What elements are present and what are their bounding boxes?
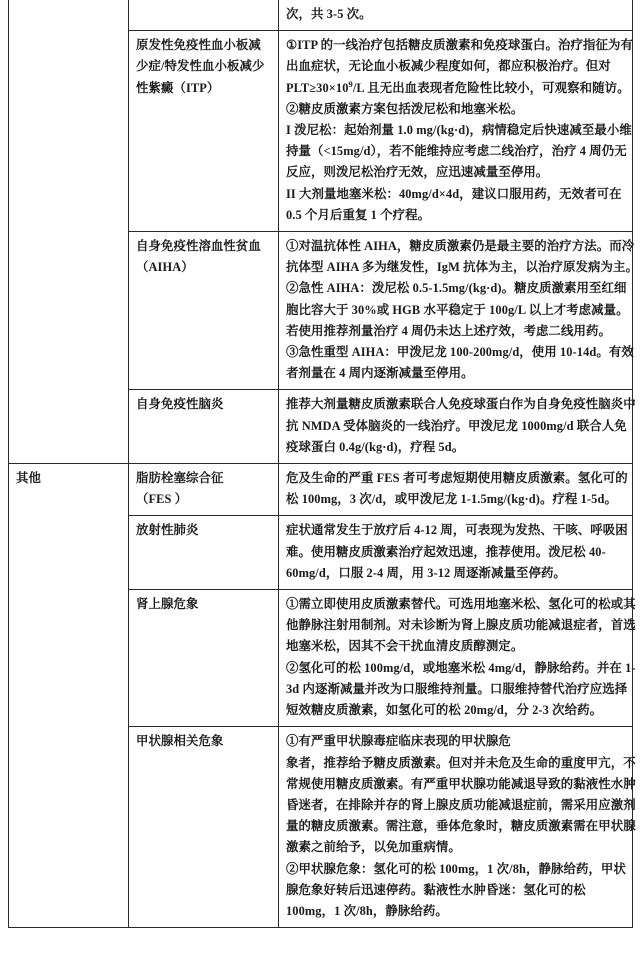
text-line: 者剂量在 4 周内逐渐减量至停用。	[286, 366, 474, 381]
text-line: ①对温抗体性 AIHA，糖皮质激素仍是最主要的治疗方法。而冷	[286, 239, 635, 254]
subject-line: 放射性肺炎	[136, 523, 199, 538]
subject-line: （AIHA）	[136, 260, 194, 275]
subject-line: 性紫癜（ITP）	[136, 80, 220, 95]
subject-cell-adrenal-crisis	[129, 590, 279, 727]
subject-line: 原发性免疫性血小板减	[136, 38, 261, 53]
subject-line: 甲状腺相关危象	[136, 734, 224, 749]
text-line: 0.5 个月后重复 1 个疗程。	[286, 207, 431, 222]
subject-line: 少症/特发性血小板减少	[136, 59, 265, 74]
text-line: 症状通常发生于放疗后 4-12 周，可表现为发热、干咳、呼吸困	[286, 523, 628, 538]
subject-cell-blank	[129, 0, 279, 31]
text-line: 抗体型 AIHA 多为继发性，IgM 抗体为主，以治疗原发病为主。	[286, 260, 638, 275]
text-line: 昏迷者，在排除并存的肾上腺皮质功能减退症前，需采用应激剂	[286, 797, 636, 812]
category-cell-other	[9, 464, 129, 928]
table-body	[9, 0, 638, 928]
subject-cell-aiha	[129, 232, 279, 390]
content-cell-itp	[279, 31, 633, 232]
content-cell-adrenal-crisis	[279, 590, 636, 727]
subject-line: （FES ）	[136, 492, 188, 507]
text-line: 量的糖皮质激素。需注意，垂体危象时，糖皮质激素需在甲状腺	[286, 819, 636, 834]
text-line: ①ITP 的一线治疗包括糖皮质激素和免疫球蛋白。治疗指征为有	[286, 38, 633, 53]
subject-cell-thyroid-crisis	[129, 727, 279, 928]
subject-cell-radiation-pneumonitis	[129, 516, 279, 590]
content-cell-autoimmune-encephalitis	[279, 390, 636, 464]
subject-cell-fes	[129, 464, 279, 516]
text-line: 常规使用糖皮质激素。有严重甲状腺功能减退导致的黏液性水肿	[286, 776, 636, 791]
text-line: 象者，推荐给予糖皮质激素。但对并未危及生命的重度甲亢，不	[286, 755, 636, 770]
text-line: ②氢化可的松 100mg/d，或地塞米松 4mg/d，静脉给药。并在 1-	[286, 660, 636, 675]
text-line: ②甲状腺危象：氢化可的松 100mg，1 次/8h，静脉给药，甲状	[286, 861, 626, 876]
text-line: ③急性重型 AIHA：甲泼尼龙 100-200mg/d，使用 10-14d。有效	[286, 345, 634, 360]
content-cell-aiha	[279, 232, 638, 390]
text-line: 抗 NMDA 受体脑炎的一线治疗。甲泼尼龙 1000mg/d 联合人免	[286, 418, 627, 433]
text-line: 地塞米松，因其不会干扰血清皮质醇测定。	[286, 639, 524, 654]
text-line: $PLT\ge 30\times 10^9/L$ 且无出血表现者危险性比较小，可观察和随访。	[286, 78, 630, 95]
text-line: 次，共 3-5 次。	[286, 7, 372, 21]
glucocorticoid-indications-table	[8, 0, 638, 928]
text-line: 松 100mg，3 次/d，或甲泼尼龙 1-1.5mg/(kg·d)。疗程 1-5d。	[286, 492, 617, 507]
table-row	[9, 0, 633, 31]
subject-line: 自身免疫性溶血性贫血	[136, 239, 261, 254]
text-line: 他静脉注射用制剂。对未诊断为肾上腺皮质功能减退症者，首选	[286, 618, 636, 633]
category-cell-blank	[9, 0, 129, 464]
text-line: 激素之前给予，以免加重病情。	[286, 840, 461, 855]
text-line: 若使用推荐剂量治疗 4 周仍未达上述疗效，考虑二线用药。	[286, 323, 611, 338]
text-line: 疫球蛋白 0.4g/(kg·d)，疗程 5d。	[286, 439, 465, 454]
content-cell-continued	[279, 0, 633, 31]
text-line: 危及生命的严重 FES 者可考虑短期使用糖皮质激素。氢化可的	[286, 471, 628, 486]
text-line: ②急性 AIHA：泼尼松 0.5-1.5mg/(kg·d)。糖皮质激素用至红细	[286, 281, 627, 296]
text-line: 胞比容大于 30%或 HGB 水平稳定于 100g/L 以上才考虑减量。	[286, 302, 629, 317]
content-cell-radiation-pneumonitis	[279, 516, 633, 590]
text-line: I 泼尼松：起始剂量 1.0 mg/(kg·d)，病情稳定后快速减至最小维	[286, 123, 632, 138]
text-line: ②糖皮质激素方案包括泼尼松和地塞米松。	[286, 101, 524, 116]
text-line: ①需立即使用皮质激素替代。可选用地塞米松、氢化可的松或其	[286, 597, 636, 612]
text-line: 出血症状，无论血小板减少程度如何，都应积极治疗。但对	[286, 59, 611, 74]
subject-line: 肾上腺危象	[136, 597, 199, 612]
text-line: 难。使用糖皮质激素治疗起效迅速，推荐使用。泼尼松 40-	[286, 544, 606, 559]
category-label: 其他	[16, 471, 41, 486]
content-cell-fes	[279, 464, 633, 516]
text-line: 3d 内逐渐减量并改为口服维持剂量。口服维持替代治疗应选择	[286, 681, 628, 696]
text-line: II 大剂量地塞米松：40mg/d×4d，建议口服用药，无效者可在	[286, 186, 622, 201]
text-line: ①有严重甲状腺毒症临床表现的甲状腺危	[286, 734, 511, 749]
text-line: 短效糖皮质激素，如氢化可的松 20mg/d，分 2-3 次给药。	[286, 703, 603, 718]
subject-line: 脂肪栓塞综合征	[136, 471, 224, 486]
table-row	[9, 464, 633, 516]
text-line: 100mg，1 次/8h，静脉给药。	[286, 903, 448, 918]
subject-line: 自身免疫性脑炎	[136, 397, 224, 412]
text-line: 60mg/d，口服 2-4 周，用 3-12 周逐渐减量至停药。	[286, 565, 566, 580]
subject-cell-autoimmune-encephalitis	[129, 390, 279, 464]
content-cell-thyroid-crisis	[279, 727, 636, 928]
text-line: 持量（<15mg/d），若不能维持应考虑二线治疗，治疗 4 周仍无	[286, 144, 627, 159]
text-line: 腺危象好转后迅速停药。黏液性水肿昏迷：氢化可的松	[286, 882, 586, 897]
text-line: 推荐大剂量糖皮质激素联合人免疫球蛋白作为自身免疫性脑炎中	[286, 397, 636, 412]
text-line: 反应，则泼尼松治疗无效，应迅速减量至停用。	[286, 165, 549, 180]
subject-cell-itp	[129, 31, 279, 232]
